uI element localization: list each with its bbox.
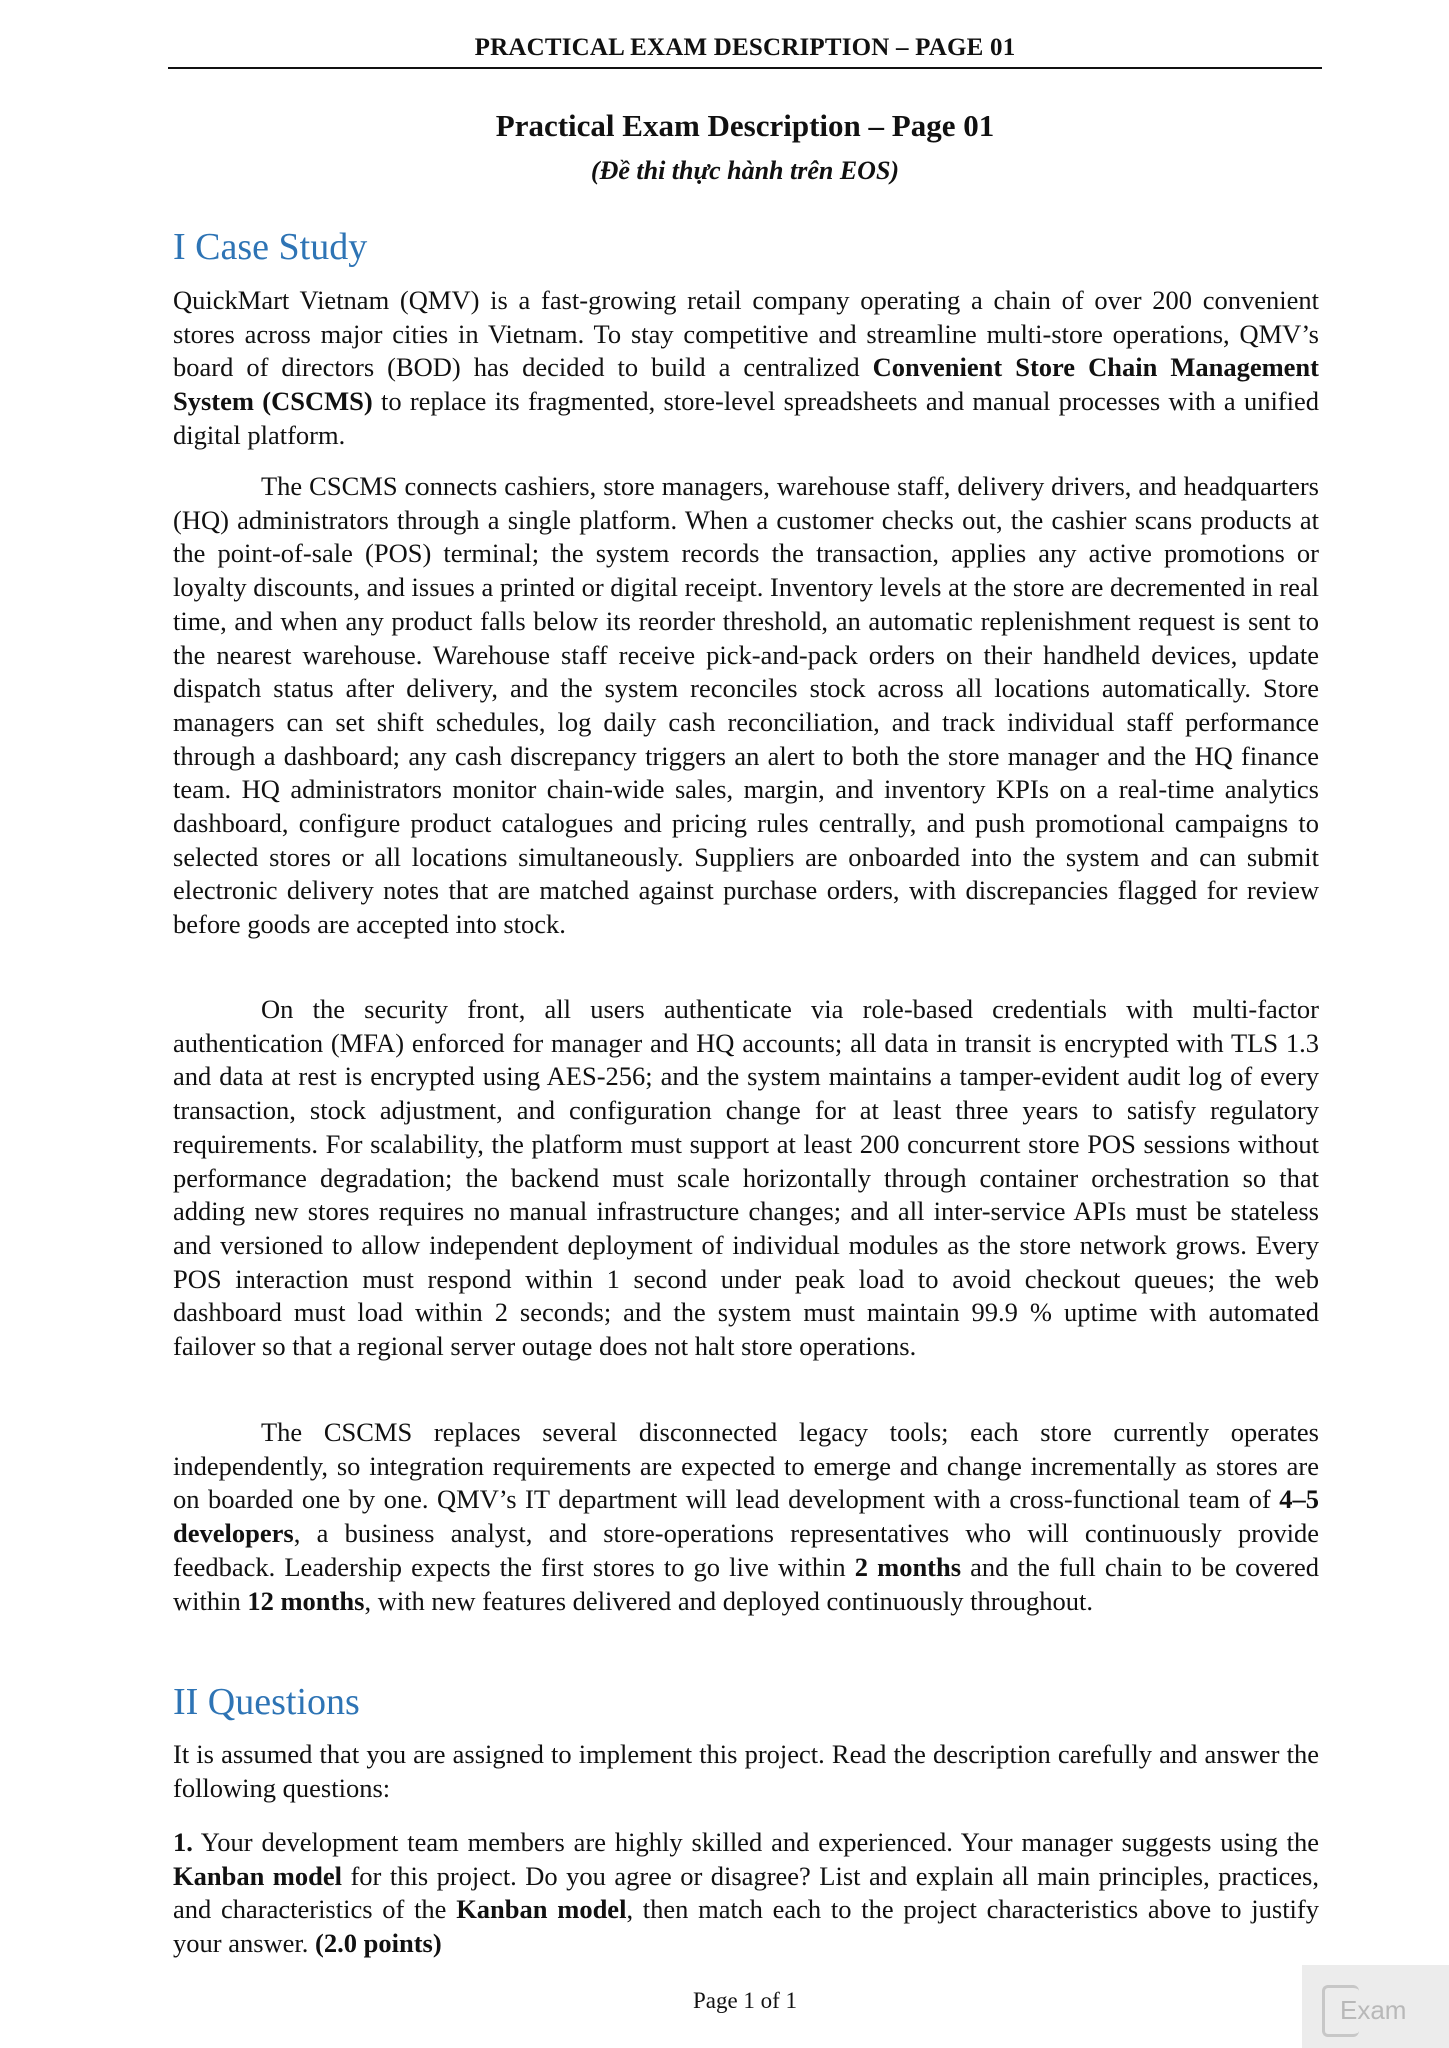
watermark-logo (1302, 1965, 1449, 2048)
questions-intro: It is assumed that you are assigned to implement this project. Read the description carefully and answer the following questions: (173, 1739, 1319, 1803)
case-study-paragraph-3: On the security front, all users authenticate via role-based credentials with multi-factor authentication (MFA) enforced for manager and HQ accounts; all data in transit is encrypted with TLS 1.3 and data at rest is encrypted using AES-256; and the system maintains a tamper-evident audit log of every transaction, stock adjustment, and configuration change for at least three years to satisfy regulatory requirements. For scalability, the platform must support at least 200 concurrent store POS sessions without performance degradation; the backend must scale horizontally through container orchestration so that adding new stores requires no manual infrastructure changes; and all inter-service APIs must be stateless and versioned to allow independent deployment of individual modules as the store network grows. Every POS interaction must respond within 1 second under peak load to avoid checkout queues; the web dashboard must load within 2 seconds; and the system must maintain 99.9 % uptime with automated failover so that a regional server outage does not halt store operations. (173, 994, 1319, 1362)
case-study-paragraph-1: QuickMart Vietnam (QMV) is a fast-growing retail company operating a chain of over 200 convenient stores across major cities in Vietnam. To stay competitive and streamline multi-store operations, QMV’s board of directors (BOD) has decided to build a centralized Convenient Store Chain Management System (CSCMS) to replace its fragmented, store-level spreadsheets and manual processes with a unified digital platform. (173, 285, 1320, 450)
document-subtitle: (Đề thi thực hành trên EOS) (590, 156, 900, 185)
case-study-paragraph-2: The CSCMS connects cashiers, store managers, warehouse staff, delivery drivers, and headquarters (HQ) administrators through a single platform. When a customer checks out, the cashier scans products at the point-of-sale (POS) terminal; the system records the transaction, applies any active promotions or loyalty discounts, and issues a printed or digital receipt. Inventory levels at the store are decremented in real time, and when any product falls below its reorder threshold, an automatic replenishment request is sent to the nearest warehouse. Warehouse staff receive pick-and-pack orders on their handheld devices, update dispatch status after delivery, and the system reconciles stock across all locations automatically. Store managers can set shift schedules, log daily cash reconciliation, and track individual staff performance through a dashboard; any cash discrepancy triggers an alert to both the store manager and the HQ finance team. HQ administrators monitor chain-wide sales, margin, and inventory KPIs on a real-time analytics dashboard, configure product catalogues and pricing rules centrally, and push promotional campaigns to selected stores or all locations simultaneously. Suppliers are onboarded into the system and can submit electronic delivery notes that are matched against purchase orders, with discrepancies flagged for review before goods are accepted into stock. (173, 471, 1319, 940)
case-study-paragraph-4: The CSCMS replaces several disconnected legacy tools; each store currently operates independently, so integration requirements are expected to emerge and change incrementally as stores are on boarded one by one. QMV’s IT department will lead development with a cross-functional team of 4–5 developers, a business analyst, and store-operations representatives who will continuously provide feedback. Leadership expects the first stores to go live within 2 months and the full chain to be covered within 12 months, with new features delivered and deployed continuously throughout. (173, 1417, 1319, 1616)
watermark-text: Exam (1340, 1995, 1407, 2025)
running-header: PRACTICAL EXAM DESCRIPTION – PAGE 01 (474, 34, 1016, 61)
document-title: Practical Exam Description – Page 01 (495, 108, 995, 143)
header-divider (168, 67, 1322, 69)
section-heading-case-study: I Case Study (173, 226, 368, 268)
page-number-footer: Page 1 of 1 (692, 1988, 798, 2013)
section-heading-questions: II Questions (173, 1681, 360, 1723)
question-1: 1. Your development team members are highly skilled and experienced. Your manager suggests using the Kanban model for this project. Do you agree or disagree? List and explain all main principles, practices, and characteristics of the Kanban model, then match each to the project characteristics above to justify your answer. (2.0 points) (173, 1827, 1319, 1959)
